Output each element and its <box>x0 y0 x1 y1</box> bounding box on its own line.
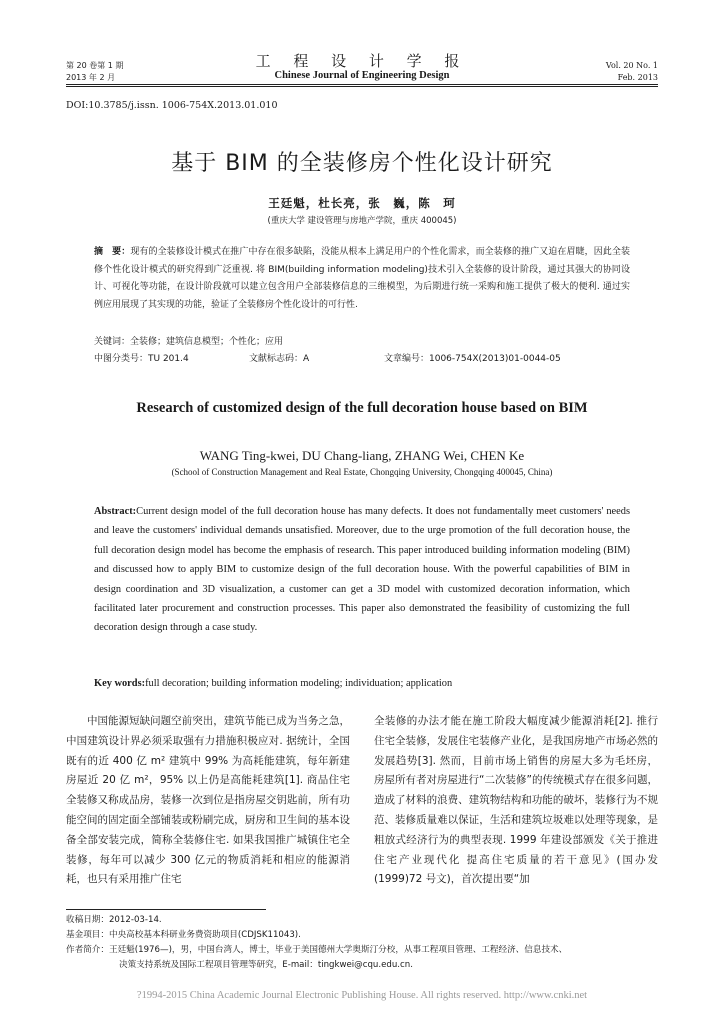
volume-label: 第 20 卷第 1 期 <box>66 61 124 70</box>
abstract-en-label: Abstract: <box>94 506 137 517</box>
header-rule <box>66 84 658 85</box>
journal-name-en: Chinese Journal of Engineering Design <box>274 70 450 81</box>
affiliation-en: (School of Construction Management and Real Estate, Chongqing University, Chongqing 400045, China) <box>171 467 553 477</box>
footnote-rule <box>66 909 266 910</box>
document-code: 文献标志码：A <box>249 354 310 364</box>
journal-name-cn: 工 程 设 计 学 报 <box>255 52 469 70</box>
received-date: 收稿日期：2012-03-14. <box>66 915 162 925</box>
keywords-en-label: Key words: <box>94 678 146 689</box>
authors-cn: 王廷魁，杜长亮，张 巍，陈 珂 <box>268 196 456 210</box>
keywords-cn: 关键词：全装修；建筑信息模型；个性化；应用 <box>94 337 284 347</box>
body-paragraph: 全装修的办法才能在施工阶段大幅度减少能源消耗[2]. 推行住宅全装修，发展住宅装修产业化，是我国房地产市场必然的发展趋势[3]. 然而，目前市场上销售的房屋大多为毛坯房，房屋所有者对房屋进行“二次装修”的传统模式存在很多问题，造成了材料的浪费、建筑物结构和功能的破坏，装修行为不规范、装修质量难以保证，生活和建筑垃圾难以处理等现象，是粗放式经济行为的典型表现. 1999 年建设部颁发《关于推进住宅产业现代化 提高住宅质量的若干意见》(国办发(1999)72 号文)，首次提出要“加 <box>374 715 658 886</box>
abstract-en-text: Current design model of the full decoration house has many defects. It does not fundamentally meet customers' needs and leave the customers' individual demands unsatisfied. Moreover, due to the urge promotion of the full decoration house, the full decoration design model has become the emphasis of research. This paper introduced building information modeling (BIM) and discussed how to apply BIM to customize design of the full decoration house. With the powerful capabilities of BIM in design coordination and 3D visualization, a customer can get a 3D model with customized decoration information, which facilitated later procurement and construction processes. This paper also demonstrated the feasibility of customizing the full decoration design through a case study. <box>94 506 630 634</box>
authors-en: WANG Ting-kwei, DU Chang-liang, ZHANG Wei, CHEN Ke <box>199 448 525 463</box>
volume-label-en: Vol. 20 No. 1 <box>605 61 658 70</box>
keywords-en <box>94 678 452 689</box>
paper-title-cn: 基于 BIM 的全装修房个性化设计研究 <box>171 151 553 176</box>
footnotes <box>66 913 666 973</box>
copyright-footer: ?1994-2015 China Academic Journal Electronic Publishing House. All rights reserved. http://www.cnki.net <box>136 990 588 1001</box>
paper-title-en: Research of customized design of the full decoration house based on BIM <box>136 400 588 416</box>
doi: DOI:10.3785/j.issn. 1006-754X.2013.01.010 <box>66 100 278 111</box>
body-paragraph: 中国能源短缺问题空前突出，建筑节能已成为当务之急，中国建筑设计界必须采取强有力措施积极应对. 据统计，全国既有的近 400 亿 m² 建筑中 99% 为高耗能建筑，每年新建房屋近 20 亿 m²，95% 以上仍是高能耗建筑[1]. 商品住宅全装修又称成品房，装修一次到位是指房屋交钥匙前，所有功能空间的固定面全部铺装或粉刷完成，厨房和卫生间的基本设备全部安装完成，简称全装修住宅. 如果我国推广城镇住宅全装修，每年可以减少 300 亿元的物质消耗和相应的能源消耗，也只有采用推广住宅 <box>66 715 350 886</box>
clc-number: 中图分类号：TU 201.4 <box>94 354 189 364</box>
abstract-cn <box>94 244 630 314</box>
keywords-en-text: full decoration; building information modeling; individuation; application <box>145 678 453 689</box>
abstract-en <box>94 502 630 638</box>
author-bio-cont: 决策支持系统及国际工程项目管理等研究，E-mail：tingkwei@cqu.edu.cn. <box>119 960 413 970</box>
header-rule-thin <box>66 86 658 87</box>
abstract-cn-text: 现有的全装修设计模式在推广中存在很多缺陷，没能从根本上满足用户的个性化需求，而全装修的推广又迫在眉睫，因此全装修个性化设计模式的研究得到广泛重视. 将 BIM(building information modeling)技术引入全装修的设计阶段，通过其强大的协同设计、可视化等功能，在设计阶段就可以建立包含用户全部装修信息的三维模型，为后期进行统一采购和施工提供了极大的便利. 通过实例应用展现了其实现的功能，验证了全装修房个性化设计的可行性. <box>94 247 630 310</box>
author-bio: 作者简介：王廷魁(1976—)，男，中国台湾人，博士，毕业于美国德州大学奥斯汀分校，从事工程项目管理、工程经济、信息技术、 <box>66 945 568 955</box>
body-column-left <box>66 712 350 890</box>
date-label: 2013 年 2 月 <box>66 73 116 82</box>
body-column-right <box>374 712 658 890</box>
affiliation-cn: (重庆大学 建设管理与房地产学院，重庆 400045) <box>267 216 457 226</box>
article-number: 文章编号：1006-754X(2013)01-0044-05 <box>384 354 561 364</box>
abstract-cn-label: 摘 要： <box>94 247 131 257</box>
date-label-en: Feb. 2013 <box>617 73 658 82</box>
issue-info-en <box>606 60 658 84</box>
fund-info: 基金项目：中央高校基本科研业务费资助项目(CDJSK11043). <box>66 930 301 940</box>
